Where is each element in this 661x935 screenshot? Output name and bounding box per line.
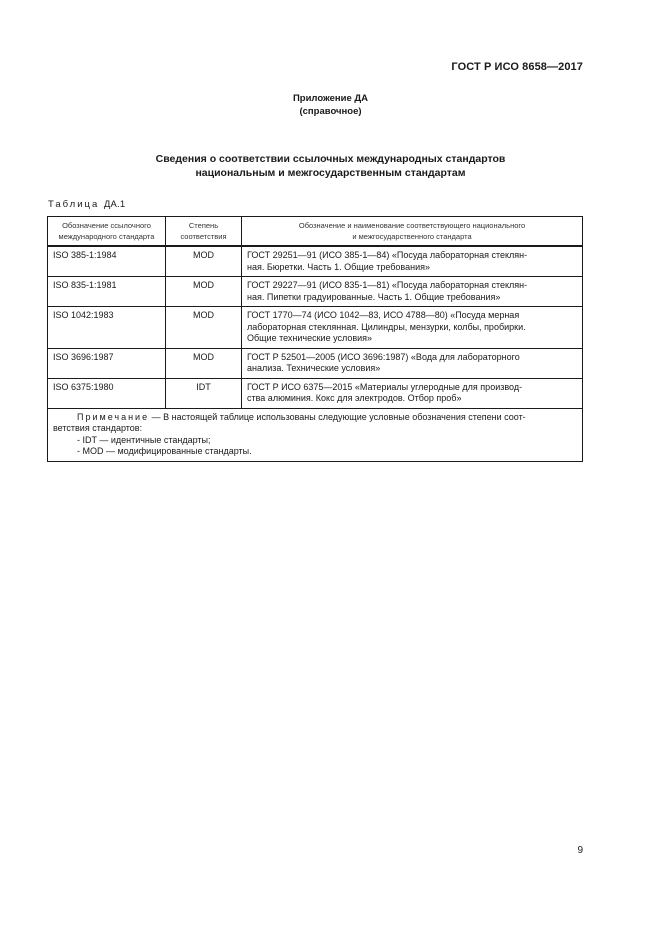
cell-line: ГОСТ 29227—91 (ИСО 835-1—81) «Посуда лабораторная стеклян- <box>247 280 528 290</box>
note-line-1 <box>53 412 577 424</box>
header-national-line-2: и межгосударственного стандарта <box>352 232 472 241</box>
cell-degree: MOD <box>166 348 242 378</box>
table-note <box>48 408 583 461</box>
cell-national-standard <box>242 307 583 349</box>
table-row <box>48 348 583 378</box>
header-degree-line-1: Степень <box>188 221 219 230</box>
cell-line: ГОСТ 29251—91 (ИСО 385-1—84) «Посуда лабораторная стеклян- <box>247 250 528 260</box>
cell-intl-standard: ISO 835-1:1981 <box>48 277 166 307</box>
cell-national-standard <box>242 277 583 307</box>
cell-line: ная. Бюретки. Часть 1. Общие требования» <box>247 261 430 272</box>
note-text: — В настоящей таблице использованы следующие условные обозначения степени соот- <box>149 411 526 422</box>
cell-national-standard <box>242 378 583 408</box>
header-national-line-1: Обозначение и наименование соответствующего национального <box>298 221 526 230</box>
cell-intl-standard: ISO 1042:1983 <box>48 307 166 349</box>
cell-intl-standard: ISO 3696:1987 <box>48 348 166 378</box>
appendix-title: Приложение ДА <box>292 93 369 104</box>
table-row <box>48 277 583 307</box>
cell-line: ная. Пипетки градуированные. Часть 1. Общие требования» <box>247 291 501 302</box>
cell-line: ГОСТ Р ИСО 6375—2015 «Материалы углеродные для производ- <box>247 381 523 392</box>
header-intl-line-2: международного стандарта <box>58 232 155 241</box>
table-header-row <box>48 217 583 247</box>
table-caption-number: ДА.1 <box>103 199 126 210</box>
cell-degree: MOD <box>166 307 242 349</box>
page-title-line-2: национальным и межгосударственным стандартам <box>195 167 466 179</box>
cell-intl-standard: ISO 6375:1980 <box>48 378 166 408</box>
table-note-row <box>48 408 583 461</box>
appendix-subtitle: (справочное) <box>299 106 362 117</box>
cell-degree: MOD <box>166 246 242 277</box>
cell-national-standard <box>242 246 583 277</box>
cell-line: ГОСТ 1770—74 (ИСО 1042—83, ИСО 4788—80) «Посуда мерная <box>247 310 520 320</box>
note-item-mod: - MOD — модифицированные стандарты. <box>77 446 252 456</box>
header-national-standard <box>242 217 583 247</box>
page-title <box>0 152 661 180</box>
note-line-2: ветствия стандартов: <box>53 423 143 433</box>
table-row <box>48 307 583 349</box>
cell-line: Общие технические условия» <box>247 333 373 343</box>
table-caption-label: Таблица <box>48 199 100 210</box>
header-degree-line-2: соответствия <box>180 232 227 241</box>
cell-line: ГОСТ Р 52501—2005 (ИСО 3696:1987) «Вода для лабораторного <box>247 351 520 362</box>
correspondence-table <box>47 216 583 462</box>
table-caption <box>48 199 125 210</box>
page-title-line-1: Сведения о соответствии ссылочных международных стандартов <box>155 153 506 165</box>
header-intl-standard <box>48 217 166 247</box>
cell-line: лабораторная стеклянная. Цилиндры, мензурки, колбы, пробирки. <box>247 321 526 332</box>
cell-intl-standard: ISO 385-1:1984 <box>48 246 166 277</box>
table-row <box>48 246 583 277</box>
note-label: Примечание <box>77 411 150 422</box>
header-degree <box>166 217 242 247</box>
cell-degree: MOD <box>166 277 242 307</box>
table-row <box>48 378 583 408</box>
header-intl-line-1: Обозначение ссылочного <box>62 221 151 230</box>
cell-line: ства алюминия. Кокс для электродов. Отбор проб» <box>247 393 462 403</box>
appendix-heading <box>0 92 661 118</box>
standard-code: ГОСТ Р ИСО 8658—2017 <box>451 61 583 73</box>
page-number: 9 <box>577 845 583 856</box>
cell-degree: IDT <box>166 378 242 408</box>
cell-line: анализа. Технические условия» <box>247 363 381 373</box>
note-item-idt: - IDT — идентичные стандарты; <box>77 434 211 445</box>
cell-national-standard <box>242 348 583 378</box>
